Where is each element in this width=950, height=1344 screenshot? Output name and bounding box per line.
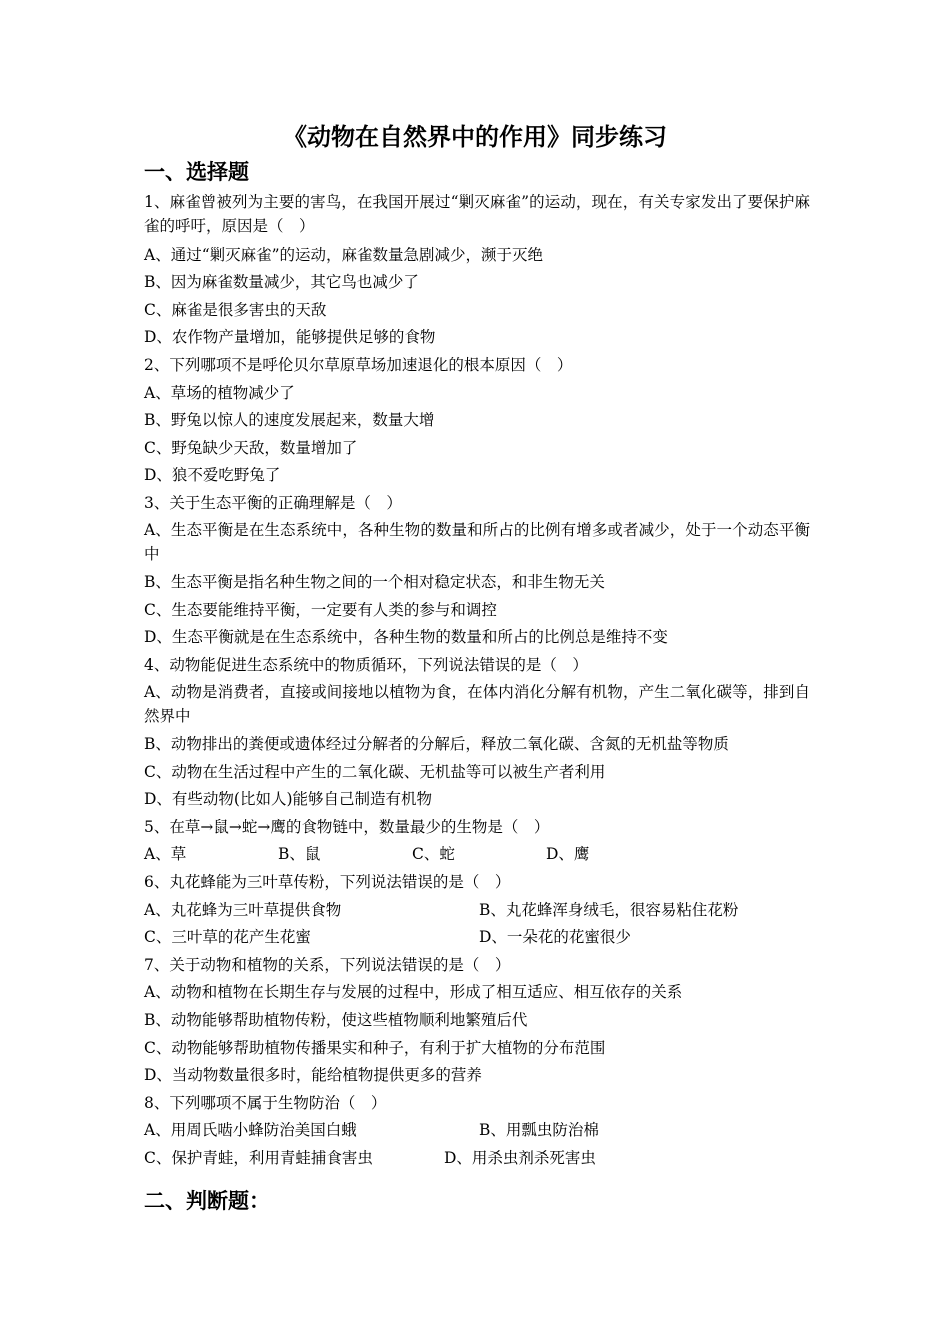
question-2-option-c: C、野兔缺少天敌，数量增加了 xyxy=(144,438,358,457)
question-5-options xyxy=(144,841,810,869)
question-1-option-d: D、农作物产量增加，能够提供足够的食物 xyxy=(144,328,436,347)
question-2-option-d: D、狼不爱吃野兔了 xyxy=(144,466,281,485)
question-5-option-b: B、鼠 xyxy=(278,845,321,864)
question-7-option-d: D、当动物数量很多时，能给植物提供更多的营养 xyxy=(144,1066,482,1085)
question-5-option-a: A、草 xyxy=(144,845,187,864)
document-title: 《动物在自然界中的作用》同步练习 xyxy=(283,122,667,151)
question-8-option-a: A、用周氏啮小蜂防治美国白蛾 xyxy=(144,1121,357,1140)
question-1-option-a: A、通过“剿灭麻雀”的运动，麻雀数量急剧减少，濒于灭绝 xyxy=(144,245,544,264)
question-6-option-d: D、一朵花的花蜜很少 xyxy=(479,928,631,947)
question-1-stem: 1、麻雀曾被列为主要的害鸟，在我国开展过“剿灭麻雀”的运动，现在，有关专家发出了要保护麻雀的呼吁，原因是（ ） xyxy=(144,193,810,235)
section-heading-true-false: 二、判断题： xyxy=(144,1188,270,1213)
question-4-option-d: D、有些动物(比如人)能够自己制造有机物 xyxy=(144,790,433,809)
question-1-option-b: B、因为麻雀数量减少，其它鸟也减少了 xyxy=(144,273,419,292)
section-heading-choice: 一、选择题 xyxy=(144,159,249,184)
question-4-stem: 4、动物能促进生态系统中的物质循环，下列说法错误的是（ ） xyxy=(144,655,588,674)
question-7-option-a: A、动物和植物在长期生存与发展的过程中，形成了相互适应、相互依存的关系 xyxy=(144,983,683,1002)
question-6-options-row-1 xyxy=(144,897,810,925)
question-3-option-d: D、生态平衡就是在生态系统中，各种生物的数量和所占的比例总是维持不变 xyxy=(144,628,668,647)
question-8-option-c: C、保护青蛙，利用青蛙捕食害虫 xyxy=(144,1149,373,1167)
question-7-option-b: B、动物能够帮助植物传粉，使这些植物顺利地繁殖后代 xyxy=(144,1011,528,1030)
question-1-option-c: C、麻雀是很多害虫的天敌 xyxy=(144,300,327,319)
question-7-stem: 7、关于动物和植物的关系，下列说法错误的是（ ） xyxy=(144,955,511,974)
question-4-option-b: B、动物排出的粪便或遗体经过分解者的分解后，释放二氧化碳、含氮的无机盐等物质 xyxy=(144,735,729,754)
question-3-option-c: C、生态要能维持平衡，一定要有人类的参与和调控 xyxy=(144,600,497,619)
question-6-options-row-2 xyxy=(144,924,810,952)
question-5-stem: 5、在草→鼠→蛇→鹰的食物链中，数量最少的生物是（ ） xyxy=(144,817,550,836)
question-list xyxy=(144,190,810,1173)
question-8-stem: 8、下列哪项不属于生物防治（ ） xyxy=(144,1093,387,1112)
question-8-option-d: D、用杀虫剂杀死害虫 xyxy=(444,1149,596,1167)
question-4-option-a: A、动物是消费者，直接或间接地以植物为食，在体内消化分解有机物，产生二氧化碳等，排到自然界中 xyxy=(144,682,810,725)
question-3-stem: 3、关于生态平衡的正确理解是（ ） xyxy=(144,493,402,512)
question-3-option-b: B、生态平衡是指名种生物之间的一个相对稳定状态，和非生物无关 xyxy=(144,573,605,592)
question-6-stem: 6、丸花蜂能为三叶草传粉，下列说法错误的是（ ） xyxy=(144,873,511,892)
question-5-option-d: D、鹰 xyxy=(546,845,590,864)
question-2-stem: 2、下列哪项不是呼伦贝尔草原草场加速退化的根本原因（ ） xyxy=(144,355,573,374)
question-8-options-row-2 xyxy=(144,1145,810,1173)
question-4-option-c: C、动物在生活过程中产生的二氧化碳、无机盐等可以被生产者利用 xyxy=(144,762,606,781)
question-8-option-b: B、用瓢虫防治棉 xyxy=(479,1121,599,1140)
question-6-option-a: A、丸花蜂为三叶草提供食物 xyxy=(144,900,342,919)
question-6-option-c: C、三叶草的花产生花蜜 xyxy=(144,928,311,947)
question-5-option-c: C、蛇 xyxy=(412,845,455,864)
question-2-option-b: B、野兔以惊人的速度发展起来，数量大增 xyxy=(144,411,435,430)
question-7-option-c: C、动物能够帮助植物传播果实和种子，有利于扩大植物的分布范围 xyxy=(144,1038,606,1057)
question-8-options-row-1 xyxy=(144,1117,810,1145)
question-6-option-b: B、丸花蜂浑身绒毛，很容易粘住花粉 xyxy=(479,900,739,919)
question-3-option-a: A、生态平衡是在生态系统中，各种生物的数量和所占的比例有增多或者减少，处于一个动态平衡中 xyxy=(144,520,810,563)
question-2-option-a: A、草场的植物减少了 xyxy=(144,383,295,402)
